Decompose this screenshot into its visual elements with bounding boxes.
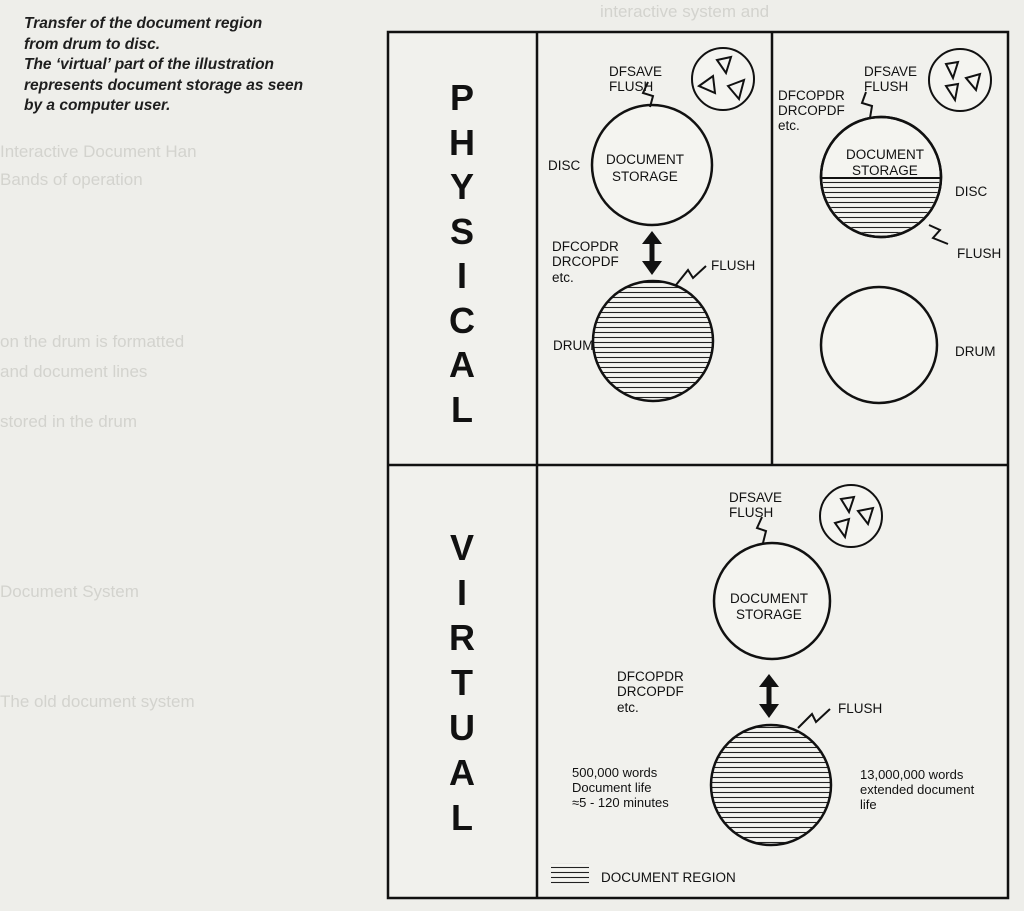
drcopdf-label: DRCOPDF — [778, 103, 845, 118]
capacity-note: life — [860, 797, 877, 812]
vertical-letter: P — [449, 77, 474, 118]
fan-icon — [692, 48, 754, 110]
drum-label: DRUM — [955, 344, 996, 359]
capacity-note: 13,000,000 words — [860, 767, 964, 782]
flush-label: FLUSH — [864, 79, 909, 94]
vertical-letter: Y — [449, 166, 474, 207]
capacity-note: extended document — [860, 782, 975, 797]
vertical-letter: L — [451, 388, 473, 430]
disc-label: DISC — [548, 158, 581, 173]
caption-line: The ‘virtual’ part of the illustration — [24, 56, 275, 73]
document-storage-label: DOCUMENT — [730, 591, 808, 606]
drum-circle — [711, 725, 831, 845]
caption-line: represents document storage as seen — [24, 76, 304, 94]
document-storage-label: DOCUMENT — [846, 147, 924, 162]
legend-swatch — [551, 863, 589, 885]
dfsave-label: DFSAVE — [609, 64, 663, 79]
flush-label: FLUSH — [957, 246, 1002, 261]
vertical-letter: I — [456, 255, 467, 296]
document-storage-label: STORAGE — [612, 169, 678, 184]
document-storage-label: DOCUMENT — [606, 152, 684, 167]
drum-circle — [821, 287, 937, 403]
dfcopdr-label: DFCOPDR — [552, 239, 619, 254]
drcopdf-label: DRCOPDF — [552, 254, 619, 269]
drum-label: DRUM — [553, 338, 594, 353]
vertical-letter: L — [451, 797, 473, 838]
disc-label: DISC — [955, 184, 988, 199]
document-storage-label: STORAGE — [852, 163, 918, 178]
dfsave-label: DFSAVE — [864, 64, 918, 79]
vertical-letter: V — [449, 527, 474, 568]
etc-label: etc. — [552, 270, 574, 285]
vertical-letter: R — [449, 617, 475, 658]
drum-circle — [593, 281, 713, 401]
drcopdf-label: DRCOPDF — [617, 684, 684, 699]
caption-line: by a computer user. — [24, 97, 171, 114]
flush-label: FLUSH — [609, 79, 654, 94]
document-storage-label: STORAGE — [736, 607, 802, 622]
vertical-letter: H — [449, 121, 475, 163]
capacity-note: Document life — [572, 780, 652, 795]
vertical-letter: I — [456, 572, 467, 613]
dfcopdr-label: DFCOPDR — [778, 88, 845, 103]
dfsave-label: DFSAVE — [729, 490, 783, 505]
flush-label: FLUSH — [711, 258, 756, 273]
flush-label: FLUSH — [838, 701, 883, 716]
fan-icon — [820, 485, 882, 547]
fan-icon — [929, 49, 991, 111]
vertical-letter: U — [449, 707, 475, 748]
caption-line: from drum to disc. — [24, 35, 161, 53]
vertical-letter: C — [449, 299, 475, 341]
caption-line: Transfer of the document region — [24, 15, 263, 32]
dfcopdr-label: DFCOPDR — [617, 669, 684, 684]
vertical-letter: A — [449, 344, 475, 385]
vertical-letter: A — [449, 752, 475, 793]
vertical-letter: T — [451, 662, 473, 703]
vertical-letter: S — [449, 210, 474, 252]
capacity-note: ≈5 - 120 minutes — [572, 795, 669, 810]
etc-label: etc. — [617, 700, 639, 715]
legend-label: DOCUMENT REGION — [601, 870, 736, 885]
flush-label: FLUSH — [729, 505, 774, 520]
capacity-note: 500,000 words — [572, 765, 658, 780]
etc-label: etc. — [778, 118, 800, 133]
